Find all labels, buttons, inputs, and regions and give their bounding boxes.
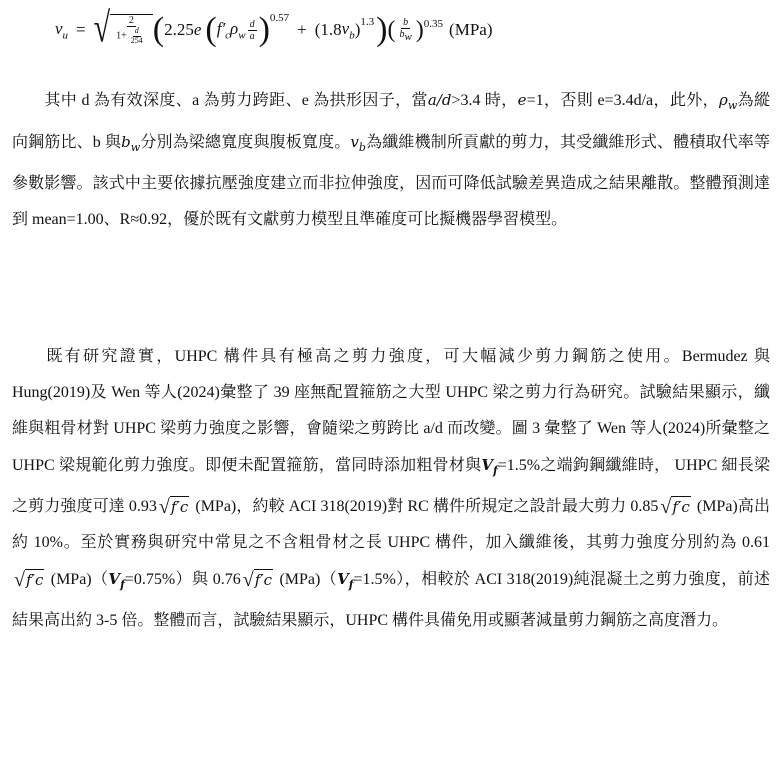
sqrt-fc-3: √ f′c xyxy=(14,569,44,592)
sqrt-fc-4: √ f′c xyxy=(242,569,273,592)
shear-formula: $v_u$ = √ 2 1+ $\frac{d}{254}$ ( 2.25 e ( $f'_c$ $\rho_w$ $\frac{d}{a}$ ) $^{0.57}$ + (1.8 $v_b$ ) $^{1.3}$ ) ( $\frac{b}{b_w}$ ) $^{0.35}$ (MPa) xyxy=(55,5,493,52)
rho-term: $\rho_w$ xyxy=(230,18,246,42)
size-effect-root: √ 2 1+ $\frac{d}{254}$ xyxy=(94,14,153,46)
formula-lhs: $v_u$ xyxy=(55,18,69,42)
sqrt-fc-1: √ f′c xyxy=(158,496,189,519)
paragraph-1: 其中 d 為有效深度、a 為剪力跨距、e 為拱形因子，當a/d>3.4 時，e=1，否則 e=3.4d/a，此外，$\rho_w$為縱向鋼筋比、b 與$b_w$分別為梁總寬度與腹板寬度。$v_b$為纖維機制所貢獻的剪力，其受纖維形式、體積取代率等參數影響。該式中主要依據抗壓強度建立而非拉伸強度，因而可降低試驗差異造成之結果離散。整體預測達到 mean=1.00、R≈0.92，優於既有文獻剪力模型且準確度可比擬機器學習模型。 xyxy=(12,91,770,228)
paragraph-2: 既有研究證實，UHPC 構件具有極高之剪力強度，可大幅減少剪力鋼筋之使用。Bermudez 與 Hung(2019)及 Wen 等人(2024)彙整了 39 座無配置箍筋之大型 UHPC 梁之剪力行為研究。試驗結果顯示，纖維與粗骨材對 UHPC 梁剪力強度之影響，會隨梁之剪跨比 a/d 而改變。圖 3 彙整了 Wen 等人(2024)所彙整之 UHPC 梁規範化剪力強度。即便未配置箍筋，當同時添加粗骨材與$V_f=1.5\%$之端鉤鋼纖維時， UHPC 細長梁之剪力強度可達 0.93 √ f′c (MPa)，約較 ACI 318(2019)對 RC 構件所規定之設計最大剪力 0.85 √ f′c (MPa)高出約 10%。至於實務與研究中常見之不含粗骨材之長 UHPC 構件，加入纖維後，其剪力強度分別約為 0.61 √ f′c $(MPa)(V_f=0.75\%)$與 0.76 √ f′c $(MPa)(V_f=1.5\%)$，相較於 ACI 318(2019)純混凝土之剪力強度，前述結果高出約 3-5 倍。整體而言，試驗結果顯示，UHPC 構件具備免用或顯著減量剪力鋼筋之高度潛力。 xyxy=(12,348,770,629)
coef-225: 2.25 xyxy=(164,20,194,39)
unit-mpa: (MPa) xyxy=(449,20,493,39)
fc-term: $f'_c$ xyxy=(216,18,231,42)
sqrt-fc-2: √ f′c xyxy=(660,496,690,519)
